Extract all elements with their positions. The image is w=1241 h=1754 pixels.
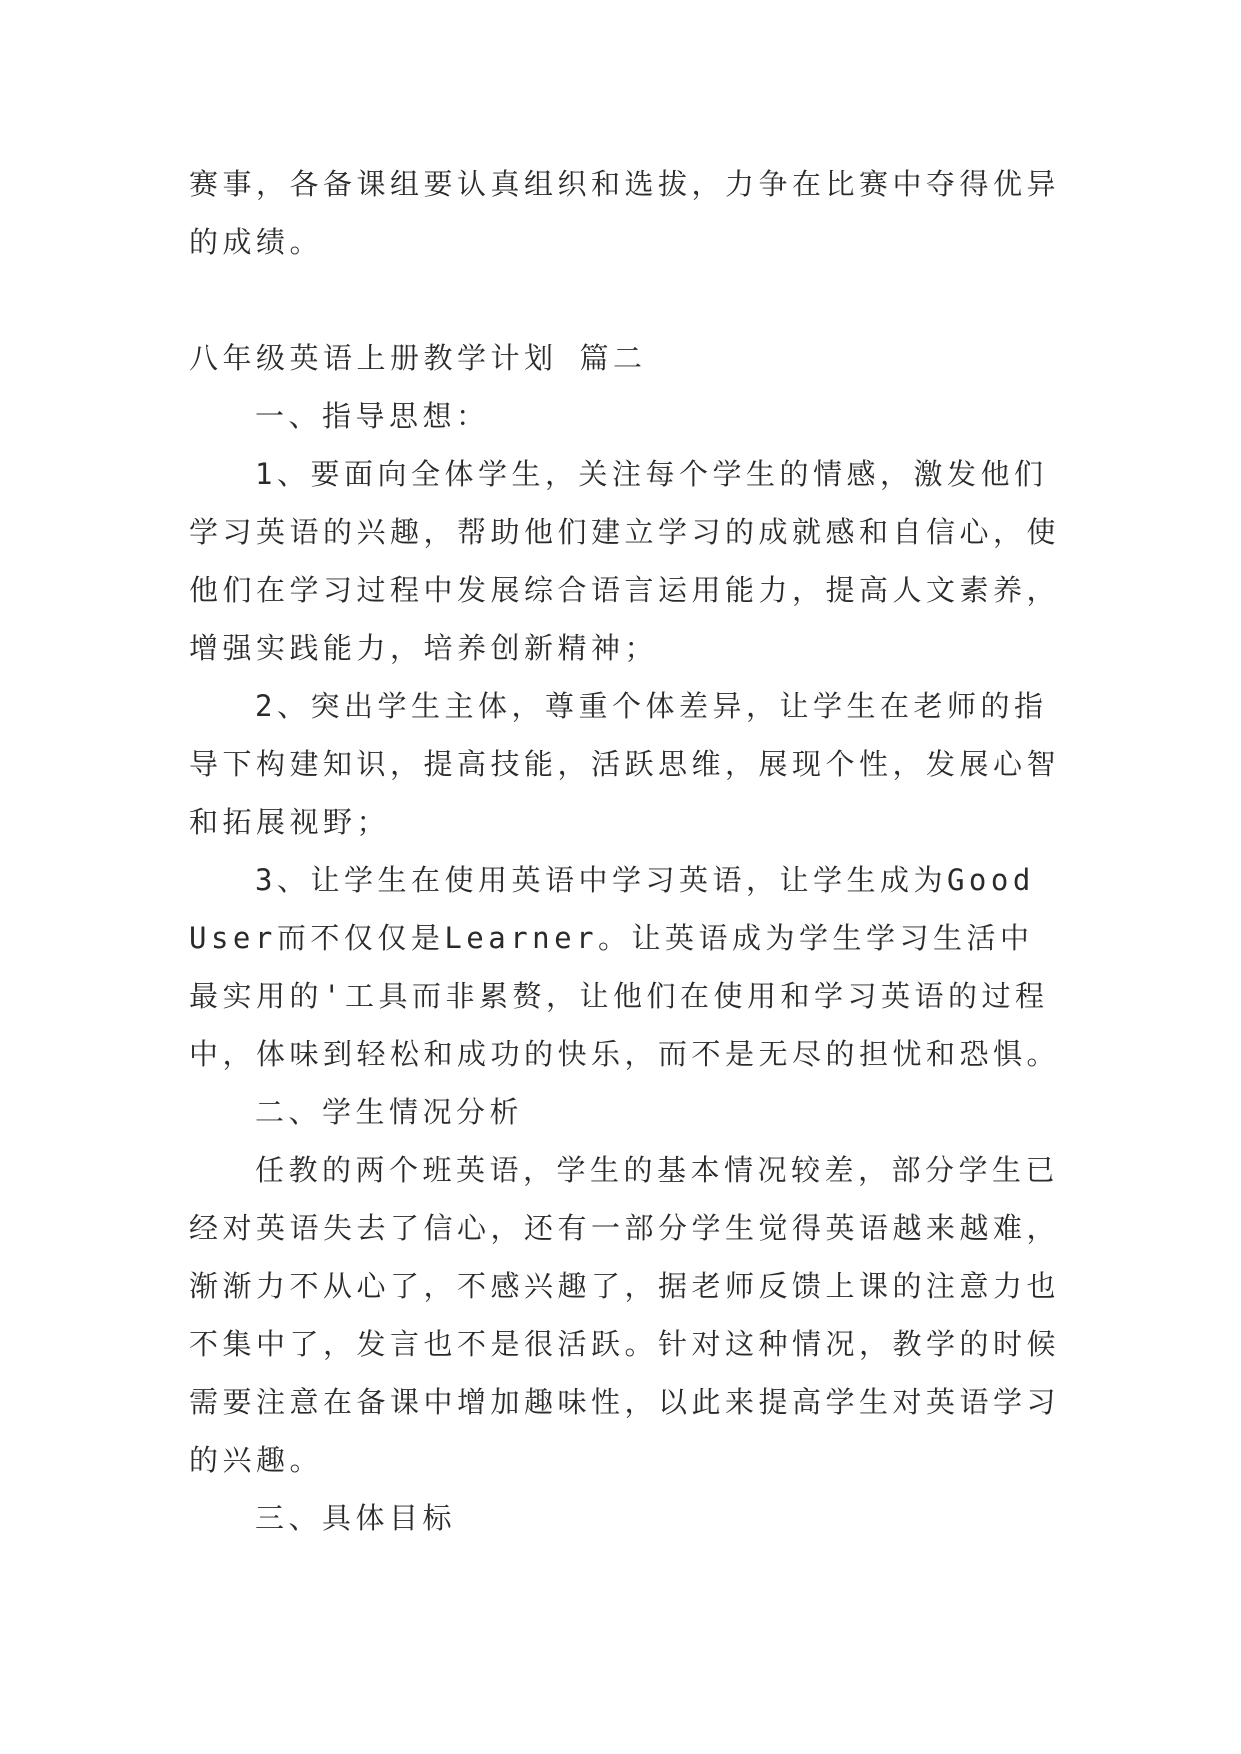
document-body	[189, 155, 1065, 1547]
section-title: 八年级英语上册教学计划 篇二	[189, 341, 647, 375]
paragraph-student-analysis: 任教的两个班英语，学生的基本情况较差，部分学生已经对英语失去了信心，还有一部分学生觉得英语越来越难，渐渐力不从心了，不感兴趣了，据老师反馈上课的注意力也不集中了，发言也不是很活跃。针对这种情况，教学的时候需要注意在备课中增加趣味性，以此来提高学生对英语学习的兴趣。	[189, 1153, 1061, 1477]
heading-specific-goals: 三、具体目标	[255, 1501, 457, 1535]
heading-student-analysis: 二、学生情况分析	[255, 1095, 524, 1129]
heading-guiding-thought: 一、指导思想：	[255, 399, 490, 433]
paragraph-point-3: 3、让学生在使用英语中学习英语，让学生成为Good User而不仅仅是Learner。让英语成为学生学习生活中最实用的'工具而非累赘，让他们在使用和学习英语的过程中，体味到轻松和成功的快乐，而不是无尽的担忧和恐惧。	[189, 863, 1061, 1071]
paragraph-point-1: 1、要面向全体学生，关注每个学生的情感，激发他们学习英语的兴趣，帮助他们建立学习的成就感和自信心，使他们在学习过程中发展综合语言运用能力，提高人文素养，增强实践能力，培养创新精神；	[189, 457, 1061, 665]
paragraph-point-2: 2、突出学生主体，尊重个体差异，让学生在老师的指导下构建知识，提高技能，活跃思维，展现个性，发展心智和拓展视野；	[189, 689, 1061, 839]
continuation-paragraph: 赛事，各备课组要认真组织和选拔，力争在比赛中夺得优异的成绩。	[189, 167, 1061, 259]
